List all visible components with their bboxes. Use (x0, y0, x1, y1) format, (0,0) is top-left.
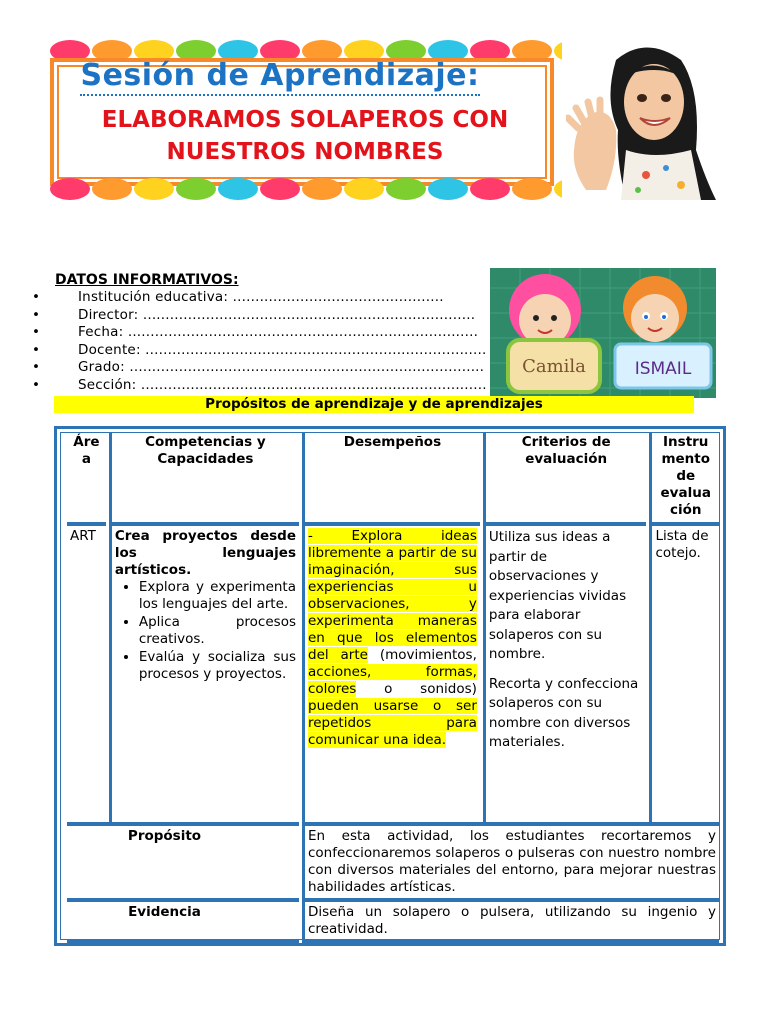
header-instrumento: Instru mento de evalua ción (649, 432, 719, 522)
cell-competencias (109, 522, 299, 822)
learning-table (64, 432, 722, 944)
scallop-shape (218, 178, 258, 200)
cell-criterios (483, 522, 647, 822)
name-badges-photo (490, 268, 716, 398)
capacidades-list (115, 579, 296, 683)
teacher-illustration (566, 40, 726, 200)
header-desempenos: Desempeños (302, 432, 480, 522)
cell-desempenos: - Explora ideas libremente a partir de su imaginación, sus experiencias u observaciones, y experimenta maneras en que los elementos del arte (movimientos, acciones, formas, colores o sonidos) pueden usarse o ser repetidos para comunicar una idea. (302, 522, 480, 822)
datos-seccion: • Sección: ............................................................................. (32, 377, 502, 395)
scallop-shape (134, 178, 174, 200)
svg-text:ISMAIL: ISMAIL (634, 359, 692, 379)
proposito-row (67, 822, 719, 898)
proposito-label: Propósito (67, 822, 299, 898)
header-criterios: Criterios de evaluación (483, 432, 647, 522)
datos-grado: • Grado: ............................................................................... (32, 359, 502, 377)
datos-director: • Director: .......................................................................... (32, 307, 502, 325)
evidencia-label: Evidencia (67, 898, 299, 944)
capacidad-item: • Evalúa y socializa sus procesos y proyectos. (139, 649, 296, 683)
cell-instrumento: Lista de cotejo. (649, 522, 719, 822)
scallop-shape (512, 178, 552, 200)
datos-list (32, 289, 502, 394)
capacidad-item: • Aplica procesos creativos. (139, 614, 296, 648)
header-competencias: Competencias y Capacidades (109, 432, 299, 522)
scallop-shape (92, 178, 132, 200)
proposito-text: En esta actividad, los estudiantes recortaremos y confeccionaremos solaperos o pulseras con nuestro nombre con diversos materiales del entorno, para mejorar nuestras habilidades artísticas. (302, 822, 719, 898)
evidencia-text: Diseña un solapero o pulsera, utilizando su ingenio y creatividad. (302, 898, 719, 944)
competencia-title: Crea proyectos desde los lenguajes artísticos. (114, 528, 296, 578)
evidencia-row (67, 898, 719, 944)
scallop-shape (260, 178, 300, 200)
table-header-row (67, 432, 719, 522)
capacidad-item: • Explora y experimenta los lenguajes del arte. (139, 579, 296, 613)
scallop-shape (50, 178, 90, 200)
criterio-1: Utiliza sus ideas a partir de observaciones y experiencias vividas para elaborar solaperos con su nombre. (488, 529, 627, 662)
cell-area: ART (67, 522, 106, 822)
scallop-shape (386, 178, 426, 200)
session-subtitle: ELABORAMOS SOLAPEROS CON NUESTROS NOMBRES (101, 107, 509, 165)
scallop-shape (470, 178, 510, 200)
header-area: Áre a (73, 434, 100, 467)
datos-fecha: • Fecha: .............................................................................. (32, 324, 502, 342)
scallop-shape (302, 178, 342, 200)
datos-title: DATOS INFORMATIVOS: (55, 272, 239, 288)
scallop-shape (176, 178, 216, 200)
banner-scallops-bottom (50, 178, 562, 200)
svg-text:Camila: Camila (522, 356, 586, 377)
scallop-shape (344, 178, 384, 200)
table-row (67, 522, 719, 822)
purpose-band: Propósitos de aprendizaje y de aprendizajes (54, 396, 694, 413)
datos-docente: • Docente: ............................................................................ (32, 342, 502, 360)
datos-institucion: • Institución educativa: ............................................... (32, 289, 502, 307)
session-title: Sesión de Aprendizaje: (0, 58, 560, 93)
scallop-shape (428, 178, 468, 200)
scallop-shape (554, 178, 562, 200)
criterio-2: Recorta y confecciona solaperos con su nombre con diversos materiales. (488, 675, 639, 750)
